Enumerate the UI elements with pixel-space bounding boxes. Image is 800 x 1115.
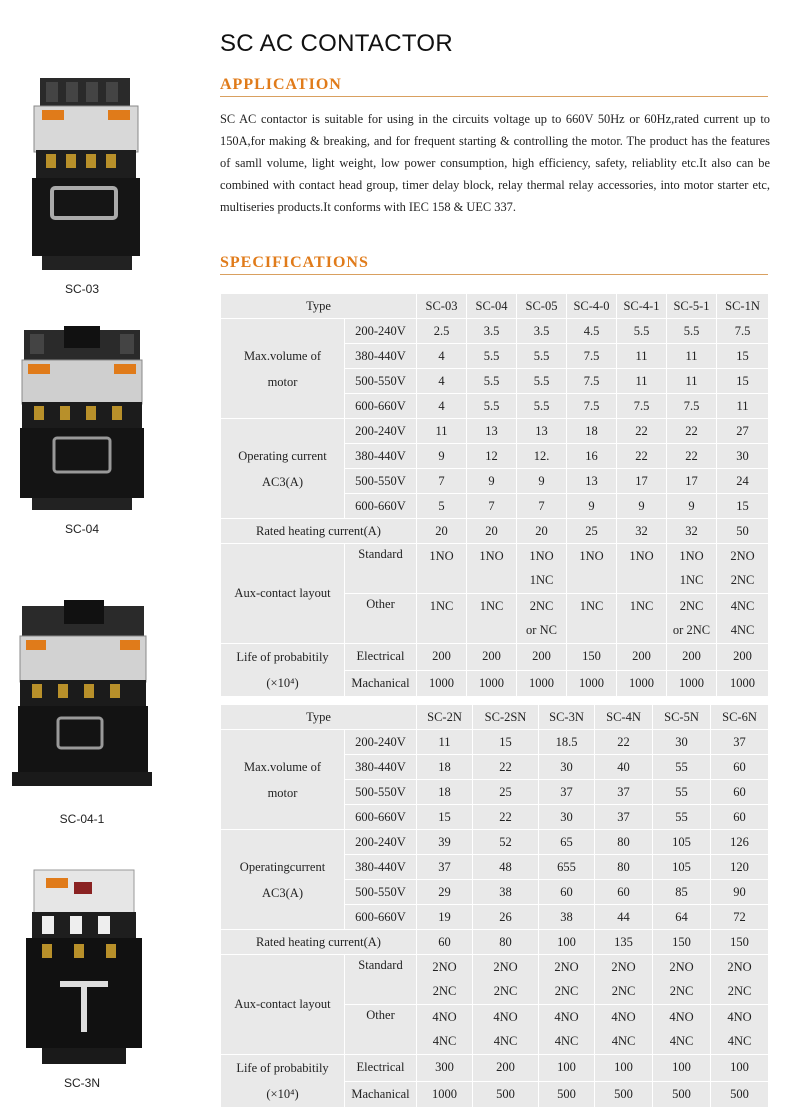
table-cell: 1NO 1NC xyxy=(517,544,567,594)
product-caption: SC-03 xyxy=(64,282,99,296)
table-cell: 12 xyxy=(467,444,517,469)
table-cell: 90 xyxy=(711,880,769,905)
voltage-label: 380-440V xyxy=(345,855,417,880)
table-cell: 22 xyxy=(617,419,667,444)
table-cell: 9 xyxy=(467,469,517,494)
life-label: Life of probabitily (×10⁴) xyxy=(221,1055,345,1108)
table-cell: 15 xyxy=(473,730,539,755)
table-cell: 100 xyxy=(653,1055,711,1082)
table-cell: 7.5 xyxy=(567,344,617,369)
table-cell: 20 xyxy=(417,519,467,544)
table-cell: 80 xyxy=(473,930,539,955)
table-cell: 2NO 2NC xyxy=(595,955,653,1005)
table-cell: 72 xyxy=(711,905,769,930)
table-cell: 135 xyxy=(595,930,653,955)
table-cell: 200 xyxy=(467,644,517,671)
table-cell: 9 xyxy=(417,444,467,469)
table-cell: 60 xyxy=(711,755,769,780)
table-cell: 37 xyxy=(595,780,653,805)
standard-label: Standard xyxy=(345,955,417,1005)
table-row xyxy=(221,830,769,855)
table-cell: 15 xyxy=(717,369,769,394)
table-cell: 200 xyxy=(667,644,717,671)
table-cell: 5 xyxy=(417,494,467,519)
table-row-aux-standard xyxy=(221,544,769,594)
contactor-sc-3n-image xyxy=(12,862,152,1074)
contactor-sc-04-1-image xyxy=(12,592,152,810)
table-cell: 30 xyxy=(539,755,595,780)
table-cell: 27 xyxy=(717,419,769,444)
table-cell: 4NC 4NC xyxy=(717,594,769,644)
voltage-label: 600-660V xyxy=(345,905,417,930)
contactor-sc-03-image xyxy=(12,70,152,280)
max-volume-label: Max.volume of motor xyxy=(221,319,345,419)
table-cell: 7 xyxy=(417,469,467,494)
table-row-type xyxy=(221,294,769,319)
table-cell: 2NC or 2NC xyxy=(667,594,717,644)
table-cell: 105 xyxy=(653,855,711,880)
table-cell: 38 xyxy=(539,905,595,930)
mechanical-label: Machanical xyxy=(345,670,417,697)
model-header: SC-5-1 xyxy=(667,294,717,319)
table-cell: 5.5 xyxy=(517,394,567,419)
table-cell: 4 xyxy=(417,369,467,394)
table-cell: 200 xyxy=(517,644,567,671)
table-cell: 1NO 1NC xyxy=(667,544,717,594)
table-cell: 7.5 xyxy=(667,394,717,419)
table-cell: 4.5 xyxy=(567,319,617,344)
table-cell: 120 xyxy=(711,855,769,880)
table-cell: 37 xyxy=(595,805,653,830)
table-cell: 126 xyxy=(711,830,769,855)
table-row-electrical xyxy=(221,1055,769,1082)
table-cell: 100 xyxy=(539,1055,595,1082)
table-cell: 11 xyxy=(617,344,667,369)
table-cell: 9 xyxy=(667,494,717,519)
table-cell: 7.5 xyxy=(567,394,617,419)
model-header: SC-1N xyxy=(717,294,769,319)
voltage-label: 200-240V xyxy=(345,319,417,344)
voltage-label: 200-240V xyxy=(345,419,417,444)
voltage-label: 600-660V xyxy=(345,394,417,419)
table-cell: 2NO 2NC xyxy=(653,955,711,1005)
table-cell: 2NO 2NC xyxy=(539,955,595,1005)
table-cell: 60 xyxy=(711,805,769,830)
table-row xyxy=(221,730,769,755)
electrical-label: Electrical xyxy=(345,644,417,671)
table-cell: 9 xyxy=(517,469,567,494)
model-header: SC-04 xyxy=(467,294,517,319)
table-cell: 44 xyxy=(595,905,653,930)
table-cell: 5.5 xyxy=(467,369,517,394)
table-cell: 3.5 xyxy=(517,319,567,344)
aux-contact-label: Aux-contact layout xyxy=(221,955,345,1055)
spec-table-1 xyxy=(220,293,769,697)
table-cell: 29 xyxy=(417,880,473,905)
table-cell: 1NO xyxy=(567,544,617,594)
model-header: SC-4N xyxy=(595,705,653,730)
table-cell: 7.5 xyxy=(617,394,667,419)
table-cell: 2.5 xyxy=(417,319,467,344)
table-cell: 2NO 2NC xyxy=(717,544,769,594)
table-cell: 200 xyxy=(417,644,467,671)
voltage-label: 600-660V xyxy=(345,805,417,830)
aux-contact-label: Aux-contact layout xyxy=(221,544,345,644)
table-cell: 37 xyxy=(539,780,595,805)
table-cell: 13 xyxy=(517,419,567,444)
voltage-label: 600-660V xyxy=(345,494,417,519)
table-row-rated xyxy=(221,519,769,544)
product-caption: SC-04-1 xyxy=(59,812,105,826)
table-cell: 22 xyxy=(667,444,717,469)
page-title: SC AC CONTACTOR xyxy=(220,30,453,57)
table-cell: 22 xyxy=(473,755,539,780)
table-cell: 32 xyxy=(617,519,667,544)
table-cell: 26 xyxy=(473,905,539,930)
table-cell: 4NO 4NC xyxy=(417,1005,473,1055)
table-cell: 11 xyxy=(417,419,467,444)
table-cell: 4NO 4NC xyxy=(539,1005,595,1055)
table-cell: 20 xyxy=(517,519,567,544)
table-cell: 1000 xyxy=(667,670,717,697)
table-cell: 22 xyxy=(617,444,667,469)
table-row-rated xyxy=(221,930,769,955)
contactor-sc-04-image xyxy=(12,320,152,520)
table-cell: 13 xyxy=(467,419,517,444)
electrical-label: Electrical xyxy=(345,1055,417,1082)
table-cell: 200 xyxy=(617,644,667,671)
product-sc-04 xyxy=(12,320,162,536)
table-cell: 39 xyxy=(417,830,473,855)
table-cell: 18.5 xyxy=(539,730,595,755)
product-caption: SC-04 xyxy=(64,522,99,536)
table-cell: 85 xyxy=(653,880,711,905)
table-cell: 1000 xyxy=(717,670,769,697)
model-header: SC-2SN xyxy=(473,705,539,730)
table-cell: 4NO 4NC xyxy=(473,1005,539,1055)
table-cell: 50 xyxy=(717,519,769,544)
voltage-label: 200-240V xyxy=(345,830,417,855)
table-cell: 18 xyxy=(417,755,473,780)
table-row-type xyxy=(221,705,769,730)
table-cell: 13 xyxy=(567,469,617,494)
table-cell: 18 xyxy=(417,780,473,805)
table-row-electrical xyxy=(221,644,769,671)
rated-heating-label: Rated heating current(A) xyxy=(221,930,417,955)
table-cell: 38 xyxy=(473,880,539,905)
voltage-label: 380-440V xyxy=(345,344,417,369)
table-cell: 24 xyxy=(717,469,769,494)
table-cell: 500 xyxy=(711,1081,769,1108)
table-cell: 1000 xyxy=(467,670,517,697)
standard-label: Standard xyxy=(345,544,417,594)
table-cell: 1000 xyxy=(617,670,667,697)
model-header: SC-05 xyxy=(517,294,567,319)
table-cell: 150 xyxy=(653,930,711,955)
table-cell: 150 xyxy=(711,930,769,955)
table-cell: 150 xyxy=(567,644,617,671)
table-cell: 22 xyxy=(473,805,539,830)
table-cell: 5.5 xyxy=(517,369,567,394)
type-label: Type xyxy=(221,294,417,319)
operating-current-label: Operatingcurrent AC3(A) xyxy=(221,830,345,930)
table-cell: 105 xyxy=(653,830,711,855)
table-cell: 4NO 4NC xyxy=(595,1005,653,1055)
table-cell: 1000 xyxy=(567,670,617,697)
table-cell: 55 xyxy=(653,780,711,805)
table-cell: 2NC or NC xyxy=(517,594,567,644)
table-cell: 655 xyxy=(539,855,595,880)
table-cell: 37 xyxy=(711,730,769,755)
other-label: Other xyxy=(345,1005,417,1055)
table-cell: 2NO 2NC xyxy=(711,955,769,1005)
table-cell: 200 xyxy=(473,1055,539,1082)
model-header: SC-5N xyxy=(653,705,711,730)
model-header: SC-03 xyxy=(417,294,467,319)
table-cell: 22 xyxy=(595,730,653,755)
model-header: SC-4-0 xyxy=(567,294,617,319)
voltage-label: 500-550V xyxy=(345,780,417,805)
table-cell: 22 xyxy=(667,419,717,444)
spec-table-2 xyxy=(220,704,769,1108)
mechanical-label: Machanical xyxy=(345,1081,417,1108)
voltage-label: 200-240V xyxy=(345,730,417,755)
table-cell: 1NO xyxy=(617,544,667,594)
table-cell: 20 xyxy=(467,519,517,544)
table-cell: 100 xyxy=(711,1055,769,1082)
other-label: Other xyxy=(345,594,417,644)
product-sc-04-1 xyxy=(12,592,162,826)
table-cell: 17 xyxy=(617,469,667,494)
table-cell: 15 xyxy=(417,805,473,830)
table-row xyxy=(221,319,769,344)
table-cell: 32 xyxy=(667,519,717,544)
model-header: SC-2N xyxy=(417,705,473,730)
table-cell: 500 xyxy=(539,1081,595,1108)
table-cell: 500 xyxy=(653,1081,711,1108)
table-cell: 60 xyxy=(711,780,769,805)
table-cell: 30 xyxy=(653,730,711,755)
table-cell: 9 xyxy=(617,494,667,519)
table-cell: 5.5 xyxy=(467,344,517,369)
specifications-heading: SPECIFICATIONS xyxy=(220,254,768,275)
table-cell: 7.5 xyxy=(567,369,617,394)
table-cell: 7 xyxy=(517,494,567,519)
product-sc-3n xyxy=(12,862,162,1090)
table-cell: 60 xyxy=(417,930,473,955)
table-cell: 7.5 xyxy=(717,319,769,344)
table-cell: 15 xyxy=(717,344,769,369)
table-cell: 25 xyxy=(473,780,539,805)
table-cell: 100 xyxy=(539,930,595,955)
table-cell: 30 xyxy=(539,805,595,830)
model-header: SC-3N xyxy=(539,705,595,730)
table-cell: 500 xyxy=(595,1081,653,1108)
table-cell: 1NC xyxy=(567,594,617,644)
table-cell: 2NO 2NC xyxy=(417,955,473,1005)
table-cell: 5.5 xyxy=(517,344,567,369)
table-cell: 15 xyxy=(717,494,769,519)
voltage-label: 500-550V xyxy=(345,469,417,494)
table-cell: 3.5 xyxy=(467,319,517,344)
table-cell: 4NO 4NC xyxy=(711,1005,769,1055)
table-cell: 100 xyxy=(595,1055,653,1082)
voltage-label: 380-440V xyxy=(345,444,417,469)
table-cell: 5.5 xyxy=(617,319,667,344)
table-cell: 1NC xyxy=(467,594,517,644)
table-cell: 7 xyxy=(467,494,517,519)
application-text: SC AC contactor is suitable for using in the circuits voltage up to 660V 50Hz or 60Hz,rated current up to 150A,for making & breaking, and for frequent starting & controlling the motor. The product has the features of samll volume, light weight, low power consumption, high efficiency, safety, reliablity etc.It also can be combined with contact head group, timer delay block, relay thermal relay accessories, into motor starter etc, multiseries products.It conforms with IEC 158 & UEC 337. xyxy=(220,112,770,214)
table-cell: 4NO 4NC xyxy=(653,1005,711,1055)
voltage-label: 380-440V xyxy=(345,755,417,780)
operating-current-label: Operating current AC3(A) xyxy=(221,419,345,519)
table-cell: 48 xyxy=(473,855,539,880)
table-cell: 64 xyxy=(653,905,711,930)
voltage-label: 500-550V xyxy=(345,369,417,394)
table-cell: 11 xyxy=(667,344,717,369)
table-cell: 52 xyxy=(473,830,539,855)
table-cell: 11 xyxy=(617,369,667,394)
table-cell: 40 xyxy=(595,755,653,780)
table-cell: 9 xyxy=(567,494,617,519)
table-cell: 37 xyxy=(417,855,473,880)
table-cell: 12. xyxy=(517,444,567,469)
table-cell: 5.5 xyxy=(467,394,517,419)
life-label: Life of probabitily (×10⁴) xyxy=(221,644,345,697)
table-cell: 80 xyxy=(595,855,653,880)
table-cell: 11 xyxy=(667,369,717,394)
table-cell: 1NC xyxy=(617,594,667,644)
table-row xyxy=(221,419,769,444)
table-cell: 1NC xyxy=(417,594,467,644)
table-cell: 4 xyxy=(417,394,467,419)
table-cell: 19 xyxy=(417,905,473,930)
table-cell: 1000 xyxy=(517,670,567,697)
table-cell: 5.5 xyxy=(667,319,717,344)
table-cell: 11 xyxy=(717,394,769,419)
rated-heating-label: Rated heating current(A) xyxy=(221,519,417,544)
table-cell: 11 xyxy=(417,730,473,755)
max-volume-label: Max.volume of motor xyxy=(221,730,345,830)
model-header: SC-6N xyxy=(711,705,769,730)
product-caption: SC-3N xyxy=(63,1076,100,1090)
table-cell: 4 xyxy=(417,344,467,369)
table-cell: 17 xyxy=(667,469,717,494)
table-cell: 30 xyxy=(717,444,769,469)
table-cell: 25 xyxy=(567,519,617,544)
model-header: SC-4-1 xyxy=(617,294,667,319)
table-cell: 80 xyxy=(595,830,653,855)
product-sc-03 xyxy=(12,70,162,296)
product-column xyxy=(0,0,200,1115)
table-cell: 1NO xyxy=(417,544,467,594)
type-label: Type xyxy=(221,705,417,730)
table-cell: 16 xyxy=(567,444,617,469)
table-cell: 200 xyxy=(717,644,769,671)
table-cell: 60 xyxy=(595,880,653,905)
application-heading: APPLICATION xyxy=(220,76,768,97)
voltage-label: 500-550V xyxy=(345,880,417,905)
table-cell: 2NO 2NC xyxy=(473,955,539,1005)
table-cell: 60 xyxy=(539,880,595,905)
table-cell: 300 xyxy=(417,1055,473,1082)
table-cell: 65 xyxy=(539,830,595,855)
table-cell: 55 xyxy=(653,755,711,780)
table-row-aux-standard xyxy=(221,955,769,1005)
table-cell: 1000 xyxy=(417,670,467,697)
table-cell: 500 xyxy=(473,1081,539,1108)
table-cell: 1NO xyxy=(467,544,517,594)
table-cell: 55 xyxy=(653,805,711,830)
table-cell: 1000 xyxy=(417,1081,473,1108)
table-cell: 18 xyxy=(567,419,617,444)
